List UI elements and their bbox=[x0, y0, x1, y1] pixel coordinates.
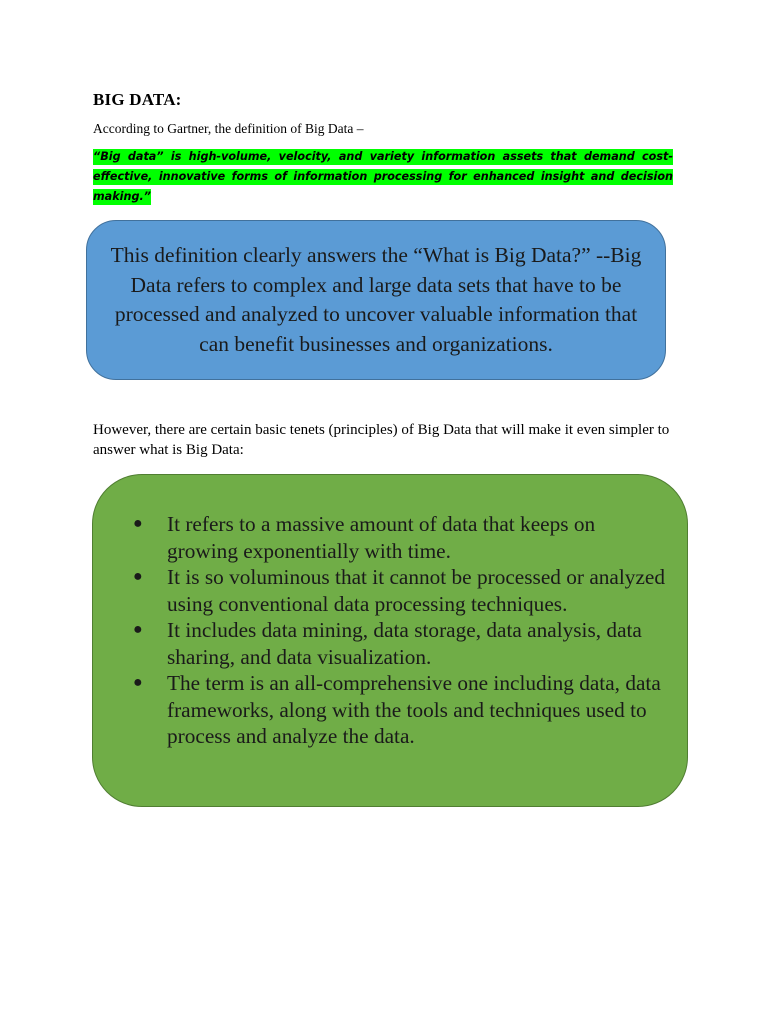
page-title: BIG DATA: bbox=[93, 90, 182, 109]
tenet-item bbox=[93, 511, 667, 564]
tenet-text: It refers to a massive amount of data that keeps on growing exponentially with time. bbox=[167, 512, 596, 563]
definition-callout-text: This definition clearly answers the “What is Big Data?” --Big Data refers to complex and large data sets that have to be processed and analyzed to uncover valuable information that can benefit businesses and organizations. bbox=[110, 243, 642, 356]
tenets-list bbox=[93, 511, 667, 750]
bullet-icon: ● bbox=[133, 568, 143, 585]
tenet-item bbox=[93, 564, 667, 617]
gartner-quote bbox=[93, 147, 673, 207]
tenet-text: It includes data mining, data storage, data analysis, data sharing, and data visualization. bbox=[167, 618, 642, 669]
tenet-item bbox=[93, 617, 667, 670]
tenet-text: The term is an all-comprehensive one including data, data frameworks, along with the tools and techniques used to process and analyze the data. bbox=[167, 671, 661, 748]
highlighted-quote-text: “Big data” is high-volume, velocity, and variety information assets that demand cost-effective, innovative forms of information processing for enhanced insight and decision making.” bbox=[93, 150, 673, 203]
bullet-icon: ● bbox=[133, 621, 143, 638]
tenets-callout-box bbox=[92, 474, 688, 807]
tenet-item bbox=[93, 670, 667, 750]
tenet-text: It is so voluminous that it cannot be processed or analyzed using conventional data processing techniques. bbox=[167, 565, 665, 616]
intro-text: According to Gartner, the definition of Big Data – bbox=[93, 121, 364, 136]
definition-callout-box bbox=[86, 220, 666, 380]
tenets-intro-text: However, there are certain basic tenets (principles) of Big Data that will make it even simpler to answer what is Big Data: bbox=[93, 422, 670, 458]
bullet-icon: ● bbox=[133, 515, 143, 532]
bullet-icon: ● bbox=[133, 674, 143, 691]
